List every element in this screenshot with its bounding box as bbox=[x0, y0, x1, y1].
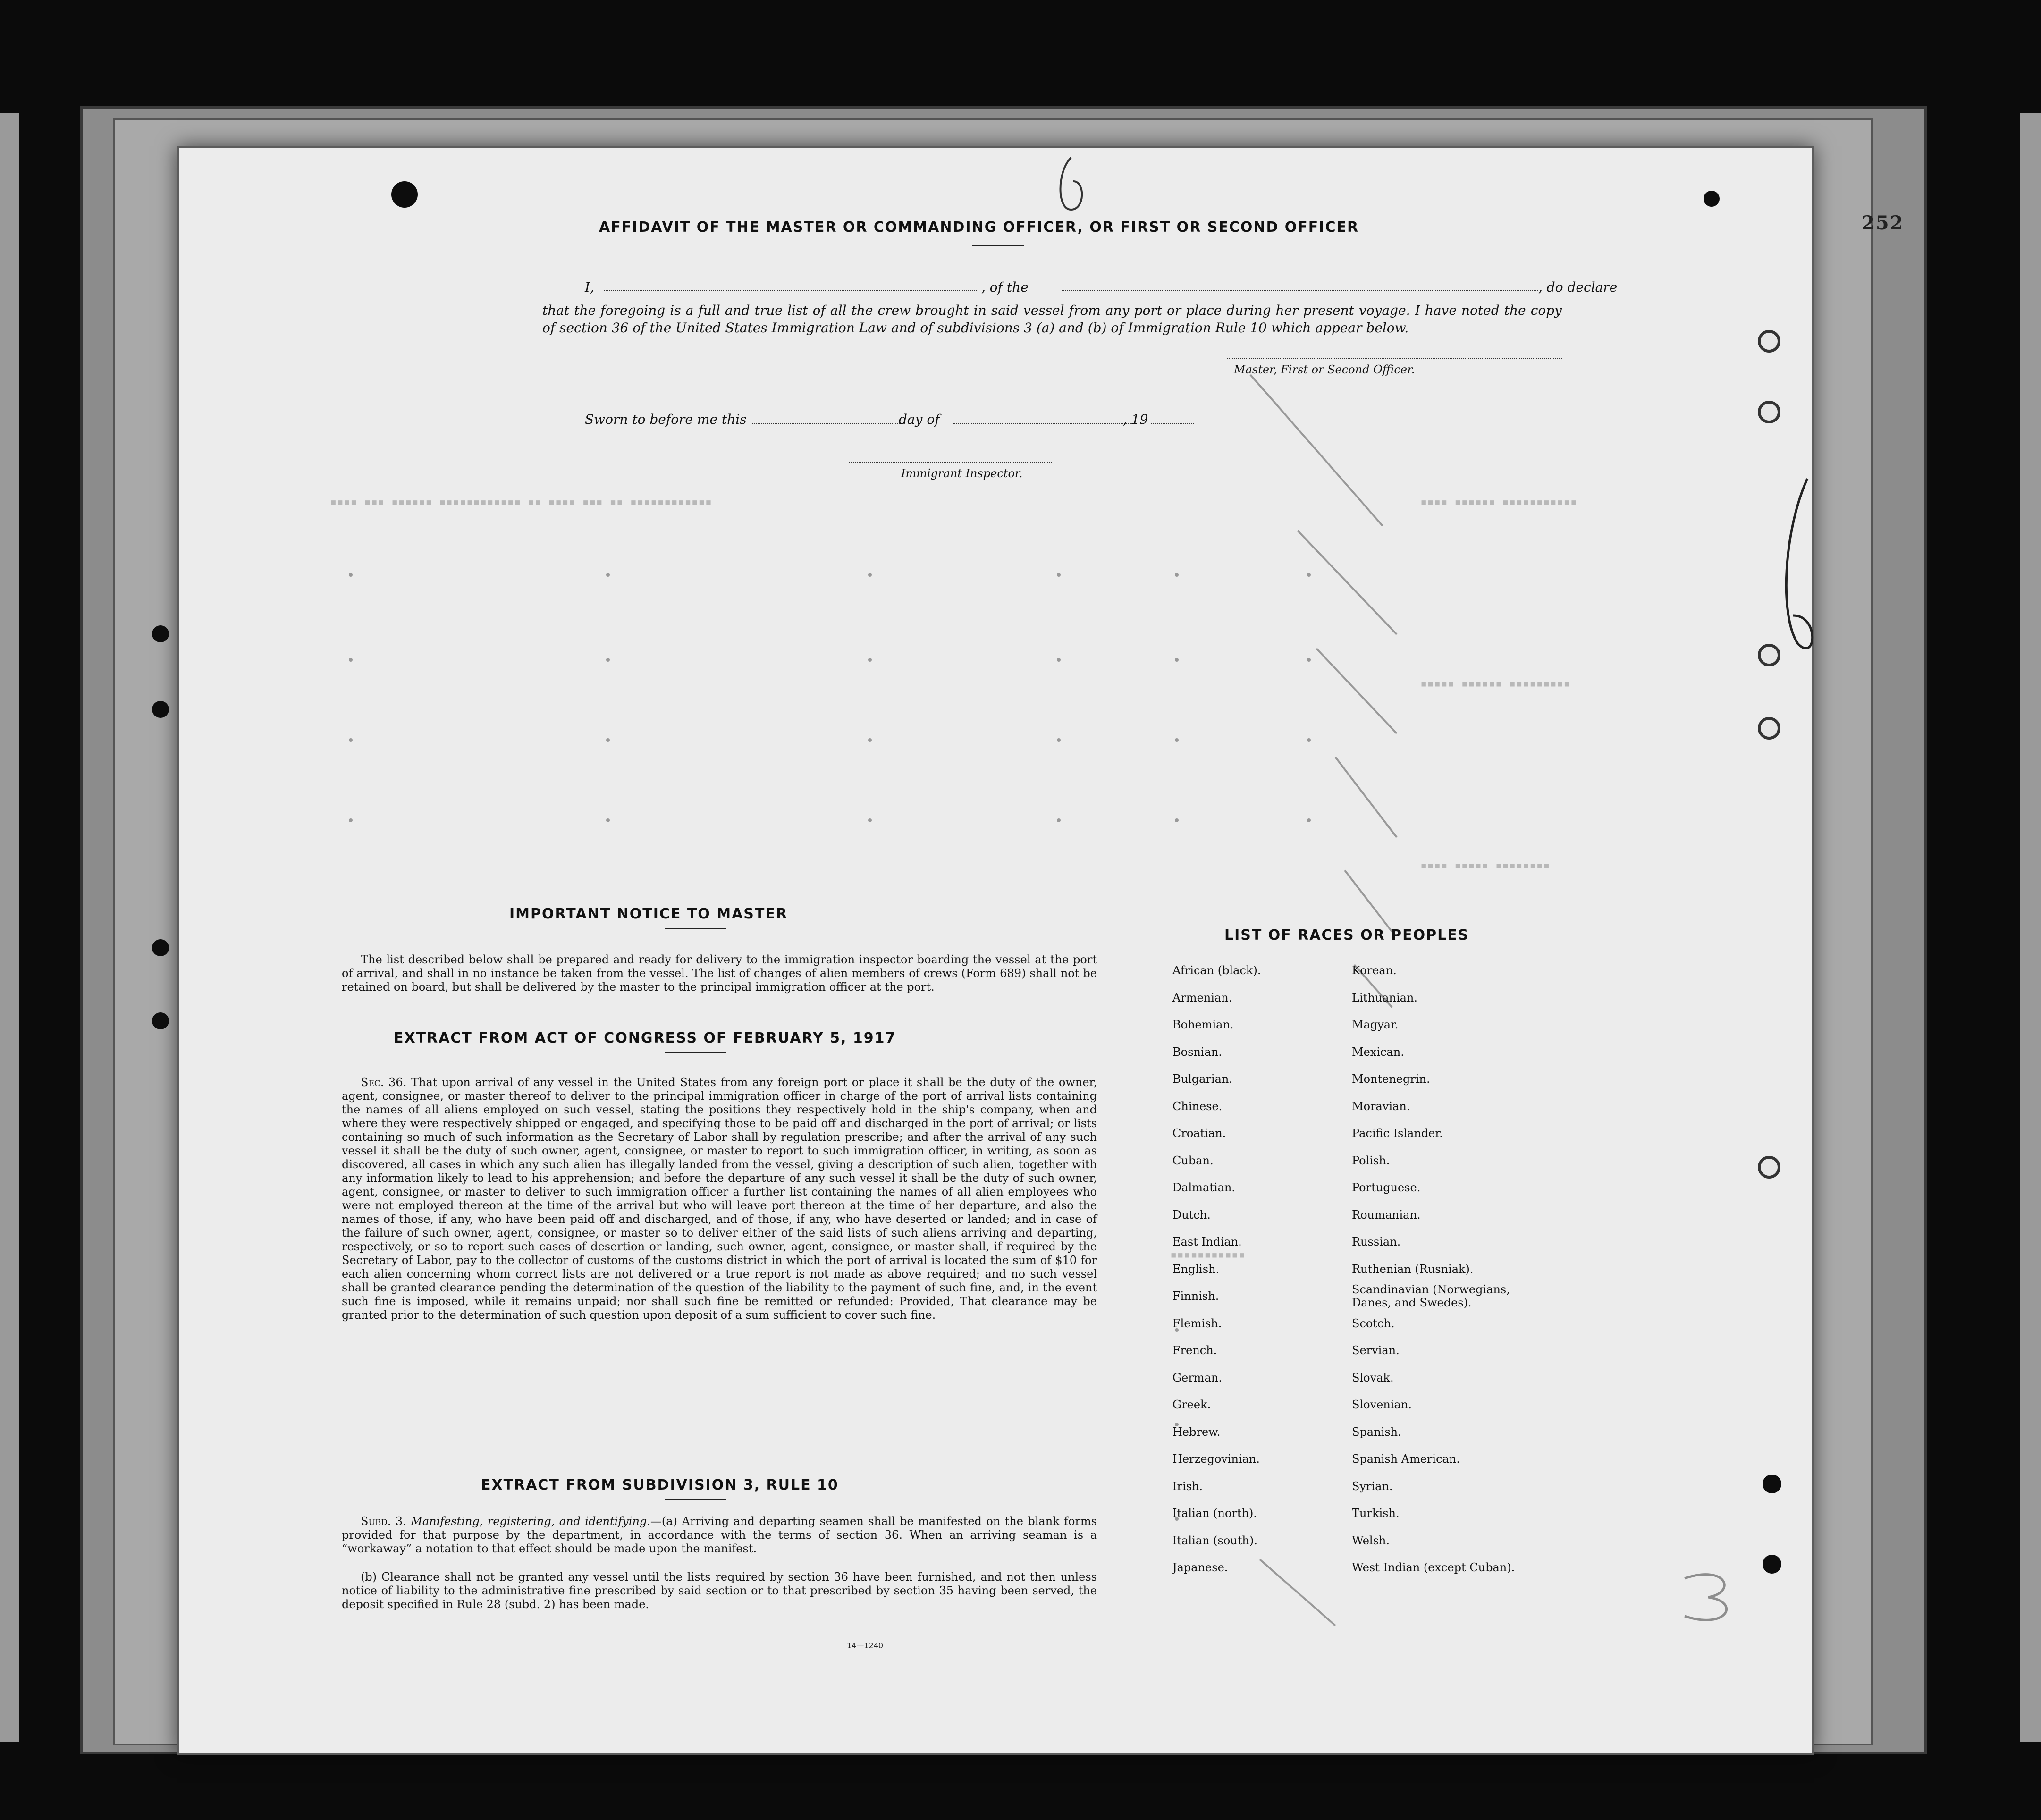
race-item: Portuguese. bbox=[1352, 1181, 1421, 1194]
race-item: Montenegrin. bbox=[1352, 1072, 1430, 1086]
handwritten-mark bbox=[1052, 153, 1090, 219]
race-item: Scandinavian (Norwegians, Danes, and Swedes). bbox=[1352, 1283, 1510, 1309]
race-item: Syrian. bbox=[1352, 1479, 1393, 1493]
race-item: Lithuanian. bbox=[1352, 991, 1418, 1004]
punch-hole bbox=[152, 1012, 169, 1029]
handwritten-mark bbox=[1670, 1564, 1746, 1630]
race-item: Korean. bbox=[1352, 964, 1397, 977]
inspector-caption: Immigrant Inspector. bbox=[901, 467, 1023, 480]
section-36-text: That upon arrival of any vessel in the United States from any foreign port or place it shall be the duty of the owner, agent, consignee, or master thereof to deliver to the principal immigration officer in charge of the port of arrival lists containing the names of all aliens employed on such vessel, stating the positions they respectively hold in the ship's company, when and where they were respectively shipped or engaged, and specifying those to be paid off and discharged in the port of arrival; or lists containing so much of such information as the Secretary of Labor shall by regulation prescribe; and after the arrival of any such vessel it shall be the duty of such owner, agent, consignee, or master to report to such immigration officer, in writing, as soon as discovered, all cases in which any such alien has illegally landed from the vessel, giving a description of such alien, together with any information likely to lead to his apprehension; and before the departure of any such vessel it shall be the duty of such owner, agent, consignee, or master to deliver to such immigration officer a further list containing the names of all alien employees who were not employed thereon at the time of the arrival but who will leave port thereon at the time of her departure, and also the names of those, if any, who have been paid off and discharged, and of those, if any, who have deserted or landed; and in case of the failure of such owner, agent, consignee, or master so to deliver either of the said lists of such aliens arriving and departing, respectively, or so to report such cases of desertion or landing, such owner, agent, consignee, or master shall, if required by the Secretary of Labor, pay to the collector of customs of the customs district in which the port of arrival is located the sum of $10 for each alien concerning whom correct lists are not delivered or a true report is not made as above required; and no such vessel shall be granted clearance pending the determination of the question of the liability to the payment of such fine, and, in the event such fine is imposed, while it remains unpaid; nor shall such fine be remitted or refunded: Provided, That clearance may be granted prior to the determination of such question upon deposit of a sum sufficient to cover such fine. bbox=[342, 1076, 1097, 1322]
race-item: Irish. bbox=[1172, 1479, 1203, 1493]
race-item: Hebrew. bbox=[1172, 1425, 1221, 1439]
race-item: Moravian. bbox=[1352, 1099, 1410, 1113]
race-item: Italian (north). bbox=[1172, 1507, 1257, 1520]
extract-act-text bbox=[342, 1076, 1097, 1322]
sworn-year-field[interactable] bbox=[1151, 423, 1194, 424]
subd-label: Subd. 3. bbox=[361, 1515, 406, 1528]
race-item: Welsh. bbox=[1352, 1534, 1390, 1547]
race-item: Greek. bbox=[1172, 1398, 1211, 1411]
subd-a-text: —(a) Arriving and departing seamen shall be manifested on the blank forms provided for that purpose by the department, in accordance with the terms of section 36. When an arriving seaman is a “workaway” a notation to that effect should be made upon the manifest. bbox=[342, 1515, 1097, 1555]
extract-rule-title: EXTRACT FROM SUBDIVISION 3, RULE 10 bbox=[481, 1477, 839, 1493]
page-number: 252 bbox=[1862, 212, 1904, 234]
race-item: Ruthenian (Rusniak). bbox=[1352, 1262, 1474, 1276]
notice-rule bbox=[665, 928, 726, 929]
race-item: Turkish. bbox=[1352, 1507, 1400, 1520]
race-item: Finnish. bbox=[1172, 1289, 1219, 1303]
sworn-year-label: , 19 bbox=[1123, 412, 1148, 427]
subd-heading: Manifesting, registering, and identifying. bbox=[411, 1515, 650, 1528]
punch-hole bbox=[152, 939, 169, 956]
affidavit-title: AFFIDAVIT OF THE MASTER OR COMMANDING OFFICER, OR FIRST OR SECOND OFFICER bbox=[599, 219, 1359, 236]
handwritten-mark bbox=[1774, 474, 1822, 672]
race-item: Bohemian. bbox=[1172, 1018, 1234, 1031]
race-item: Mexican. bbox=[1352, 1045, 1404, 1059]
punch-hole bbox=[1758, 1156, 1780, 1179]
race-item: Slovak. bbox=[1352, 1371, 1394, 1384]
sworn-prefix: Sworn to before me this bbox=[585, 412, 747, 427]
subdivision-b-text: (b) Clearance shall not be granted any vessel until the lists required by section 36 have been furnished, and not then unless notice of liability to the administrative fine prescribed by said section or to that prescribed by section 35 having been served, the deposit specified in Rule 28 (subd. 2) has been made. bbox=[342, 1570, 1097, 1611]
subdivision-a-text bbox=[342, 1515, 1097, 1556]
race-item: Magyar. bbox=[1352, 1018, 1399, 1031]
race-item: Polish. bbox=[1352, 1154, 1390, 1167]
vessel-name-field[interactable] bbox=[1062, 290, 1538, 291]
punch-hole bbox=[1758, 330, 1780, 353]
punch-hole bbox=[1758, 644, 1780, 666]
races-right-column bbox=[1352, 957, 1541, 1582]
punch-hole bbox=[1758, 717, 1780, 740]
affidavit-do-declare-label: , do declare bbox=[1538, 279, 1618, 295]
race-item: Russian. bbox=[1352, 1235, 1401, 1248]
race-item: English. bbox=[1172, 1262, 1220, 1276]
races-title: LIST OF RACES OR PEOPLES bbox=[1224, 927, 1469, 944]
form-number: 14—1240 bbox=[847, 1641, 884, 1650]
manifest-page: 252 ▪▪▪▪ ▪▪▪ ▪▪▪▪▪▪ ▪▪▪▪▪▪▪▪▪▪▪▪ ▪▪ ▪▪▪▪ ▪▪▪ ▪▪ ▪▪▪▪▪▪▪▪▪▪▪▪ ▪▪▪▪ ▪▪▪▪▪▪ ▪▪▪▪▪▪▪▪▪▪▪ ▪▪▪▪▪ ▪▪▪▪▪▪ ▪▪▪▪▪▪▪▪▪ ▪▪▪▪ ▪▪▪▪▪ ▪▪▪▪▪▪▪▪ ▪▪▪▪▪▪▪▪▪▪▪ AFFIDAVIT OF THE MASTER OR COMMANDING OFFICER, OR FIRST OR SECOND OFFICER I, , of the , do declare that the foregoing is a full and true list of all the crew brought in said vessel from any port or place during her present voyage. I have noted the copy of section 36 of the United States Immigration Law and of subdivisions 3 (a) and (b) of Immigration Rule 10 which appear below. Master, First or Second Officer. Sworn to before me this day of , 19 Immigrant Inspector. IMPORTANT NOTICE TO MASTER The list described below shall be prepared and ready for delivery to the immigration inspector boarding the vessel at the port of arrival, and shall in no instance be taken from the vessel. The list of changes of alien members of crews (Form 689) shall not be retained on board, but shall be delivered by the master to the principal immigration officer at the port. EXTRACT FROM ACT OF CONGRESS OF FEBRUARY 5, 1917 Sec. 36. That upon arrival of any vessel in the United States from any foreign port or place it shall be the duty of the owner, agent, consignee, or master thereof to deliver to the principal immigration officer in charge of the port of arrival lists containing the names of all aliens employed on such vessel, stating the positions they respectively hold in the ship's company, when and where they were respectively shipped or engaged, and specifying those to be paid off and discharged in the port of arrival; or lists containing so much of such information as the Secretary of Labor shall by regulation prescribe; and after the arrival of any such vessel it shall be the duty of such owner, agent, consignee, or master to report to such immigration officer, in writing, as soon as discovered, all cases in which any such alien has illegally landed from the vessel, giving a description of such alien, together with any information likely to lead to his apprehension; and before the departure of any such vessel it shall be the duty of such owner, agent, consignee, or master to deliver to such immigration officer a further list containing the names of all alien employees who were not employed thereon at the time of the arrival but who will leave port thereon at the time of her departure, and also the names of those, if any, who have been paid off and discharged, and of those, if any, who have deserted or landed; and in case of the failure of such owner, agent, consignee, or master so to deliver either of the said lists of such aliens arriving and departing, respectively, or so to report such cases of desertion or landing, such owner, agent, consignee, or master shall, if required by the Secretary of Labor, pay to the collector of customs of the customs district in which the port of arrival is located the sum of $10 for each alien concerning whom correct lists are not delivered or a true report is not made as above required; and no such vessel shall be granted clearance pending the determination of the question of the liability to the payment of such fine, and, in the event such fine is imposed, while it remains unpaid; nor shall such fine be remitted or refunded: Provided, That clearance may be granted prior to the determination of such question upon deposit of a sum sufficient to cover such fine. EXTRACT FROM SUBDIVISION 3, RULE 10 Subd. 3. Manifesting, registering, and identifying.—(a) Arriving and departing seamen shall be manifested on the blank forms provided for that purpose by the department, in accordance with the terms of section 36. When an arriving seaman is a “workaway” a notation to that effect should be made upon the manifest. (b) Clearance shall not be granted any vessel until the lists required by section 36 have been furnished, and not then unless notice of liability to the administrative fine prescribed by said section or to that prescribed by section 35 having been served, the deposit specified in Rule 28 (subd. 2) has been made. 14—1240 LIST OF RACES OR PEOPLES African (black). Armenian. Bohemian. Bosnian. Bulgarian. Chinese. Croatian. Cuban. Dalmatian. Dutch. East Indian. English. Finnish. Flemish. French. German. Greek. Hebrew. Herzegovinian. Irish. Italian (north). Italian (south). Japanese. Korean. Lithuanian. Magyar. Mexican. Montenegrin. Moravian. Pacific Islander. Polish. Portuguese. Roumanian. Russian. Ruthenian (Rusniak). Scandinavian (Norwegians, Danes, and Swedes). Scotch. Servian. Slovak. Slovenian. Spanish. Spanish American. Syrian. Turkish. Welsh. West Indian (except Cuban). bbox=[177, 146, 1814, 1755]
race-item: East Indian. bbox=[1172, 1235, 1242, 1248]
race-item: Pacific Islander. bbox=[1352, 1127, 1443, 1140]
notice-title: IMPORTANT NOTICE TO MASTER bbox=[509, 906, 788, 922]
extract-act-rule bbox=[665, 1052, 726, 1053]
affidavit-of-the-label: , of the bbox=[981, 279, 1029, 295]
race-item: Bosnian. bbox=[1172, 1045, 1222, 1059]
punch-hole bbox=[152, 625, 169, 642]
notice-text: The list described below shall be prepared and ready for delivery to the immigration inspector boarding the vessel at the port of arrival, and shall in no instance be taken from the vessel. The list of changes of alien members of crews (Form 689) shall not be retained on board, but shall be delivered by the master to the principal immigration officer at the port. bbox=[342, 953, 1097, 994]
adjacent-page-left-edge bbox=[0, 113, 19, 1742]
title-rule bbox=[972, 245, 1024, 246]
race-item: Spanish American. bbox=[1352, 1452, 1460, 1466]
punch-hole bbox=[1763, 1475, 1781, 1493]
affidavit-statement: that the foregoing is a full and true list of all the crew brought in said vessel from any port or place during her present voyage. I have noted the copy of section 36 of the United States Immigration Law and of subdivisions 3 (a) and (b) of Immigration Rule 10 which appear below. bbox=[542, 303, 1562, 336]
punch-hole bbox=[1758, 401, 1780, 423]
race-item: Slovenian. bbox=[1352, 1398, 1412, 1411]
signature-caption: Master, First or Second Officer. bbox=[1234, 363, 1415, 376]
race-item: Spanish. bbox=[1352, 1425, 1401, 1439]
race-item: Herzegovinian. bbox=[1172, 1452, 1260, 1466]
punch-hole bbox=[152, 701, 169, 718]
punch-hole bbox=[1763, 1555, 1781, 1574]
race-item: Bulgarian. bbox=[1172, 1072, 1232, 1086]
race-item: Cuban. bbox=[1172, 1154, 1214, 1167]
signature-line[interactable] bbox=[1227, 358, 1562, 359]
race-item: German. bbox=[1172, 1371, 1222, 1384]
master-name-field[interactable] bbox=[604, 290, 977, 291]
race-item: African (black). bbox=[1172, 964, 1261, 977]
race-item: Scotch. bbox=[1352, 1316, 1395, 1330]
race-item: Flemish. bbox=[1172, 1316, 1222, 1330]
sworn-day-of-label: day of bbox=[899, 412, 940, 427]
race-item: Roumanian. bbox=[1352, 1208, 1421, 1222]
race-item: Dutch. bbox=[1172, 1208, 1211, 1222]
affidavit-i-label: I, bbox=[585, 279, 594, 295]
race-item: Japanese. bbox=[1172, 1561, 1228, 1574]
extract-rule-rule bbox=[665, 1499, 726, 1500]
torn-corner-hole bbox=[391, 181, 418, 208]
adjacent-page-right-edge bbox=[2020, 113, 2041, 1742]
race-item: Chinese. bbox=[1172, 1099, 1223, 1113]
section-label: Sec. 36. bbox=[361, 1076, 407, 1089]
inspector-signature-line[interactable] bbox=[849, 462, 1052, 463]
race-item: Croatian. bbox=[1172, 1127, 1226, 1140]
race-item: Italian (south). bbox=[1172, 1534, 1257, 1547]
race-item: French. bbox=[1172, 1344, 1217, 1357]
sworn-month-field[interactable] bbox=[953, 423, 1132, 424]
punch-hole bbox=[1704, 191, 1720, 207]
race-item: Dalmatian. bbox=[1172, 1181, 1236, 1194]
race-item: West Indian (except Cuban). bbox=[1352, 1561, 1515, 1574]
extract-act-title: EXTRACT FROM ACT OF CONGRESS OF FEBRUARY 5, 1917 bbox=[394, 1030, 896, 1046]
races-left-column bbox=[1172, 957, 1261, 1582]
race-item: Armenian. bbox=[1172, 991, 1232, 1004]
sworn-day-field[interactable] bbox=[752, 423, 903, 424]
race-item: Servian. bbox=[1352, 1344, 1400, 1357]
